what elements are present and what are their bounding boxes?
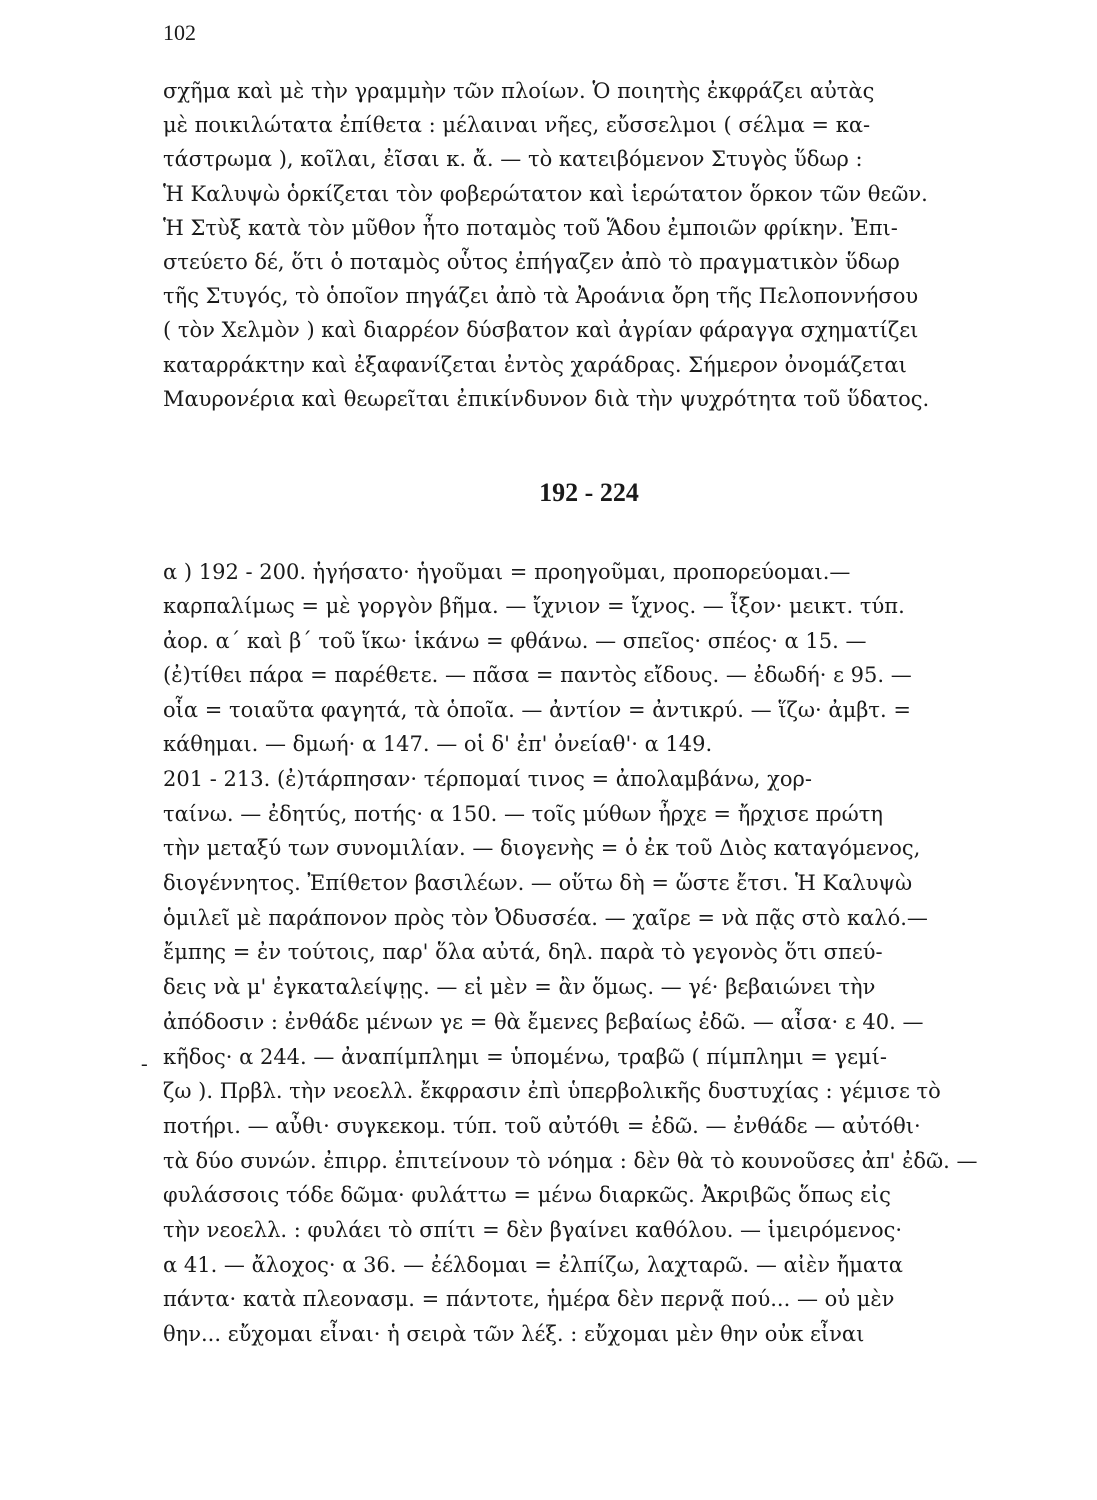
- text-line: τὴν μεταξύ των συνομιλίαν. — διογενὴς = ὁ ἐκ τοῦ Διὸς καταγόμενος,: [163, 836, 921, 861]
- text-line: ζω ). Πρβλ. τὴν νεοελλ. ἔκφρασιν ἐπὶ ὑπερβολικῆς δυστυχίας : γέμισε τὸ: [163, 1079, 941, 1104]
- text-line: κῆδος· α 244. — ἀναπίμπλημι = ὑπομένω, τραβῶ ( πίμπλημι = γεμί-: [163, 1044, 887, 1069]
- text-line: (ἐ)τίθει πάρα = παρέθετε. — πᾶσα = παντὸς εἴδους. — ἐδωδή· ε 95. —: [163, 663, 912, 688]
- text-line: 201 - 213. (ἐ)τάρπησαν· τέρπομαί τινος = ἀπολαμβάνω, χορ-: [163, 767, 812, 791]
- commentary-block-192-200: [163, 555, 1015, 761]
- margin-mark: -: [141, 1053, 148, 1075]
- text-line: ἀορ. α΄ καὶ β΄ τοῦ ἵκω· ἱκάνω = φθάνω. — σπεῖος· σπέος· α 15. —: [163, 628, 867, 653]
- text-line: ταίνω. — ἐδητύς, ποτής· α 150. — τοῖς μύθων ἦρχε = ἤρχισε πρώτη: [163, 801, 883, 826]
- text-line: κάθημαι. — δμωή· α 147. — οἱ δ' ἐπ' ὀνείαθ'· α 149.: [163, 731, 713, 756]
- text-line: Ἡ Στὺξ κατὰ τὸν μῦθον ἦτο ποταμὸς τοῦ Ἅδου ἐμποιῶν φρίκην. Ἐπι-: [163, 215, 898, 240]
- text-line: ἀπόδοσιν : ἐνθάδε μένων γε = θὰ ἔμενες βεβαίως ἐδῶ. — αἶσα· ε 40. —: [163, 1009, 924, 1034]
- text-line: πάντα· κατὰ πλεονασμ. = πάντοτε, ἡμέρα δὲν περνᾷ πού... — οὐ μὲν: [163, 1287, 895, 1312]
- section-heading: 192 - 224: [539, 478, 639, 507]
- text-line: ποτήρι. — αὖθι· συγκεκομ. τύπ. τοῦ αὐτόθι = ἐδῶ. — ἐνθάδε — αὐτόθι·: [163, 1113, 921, 1138]
- text-line: τὴν νεοελλ. : φυλάει τὸ σπίτι = δὲν βγαίνει καθόλου. — ἱμειρόμενος·: [163, 1217, 903, 1242]
- commentary-block-intro: [163, 74, 1015, 416]
- commentary-block-201-213: [163, 762, 1015, 1352]
- text-line: θην... εὔχομαι εἶναι· ἡ σειρὰ τῶν λέξ. : εὔχομαι μὲν θην οὐκ εἶναι: [163, 1322, 865, 1346]
- text-line: τάστρωμα ), κοῖλαι, ἐῖσαι κ. ἄ. — τὸ κατειβόμενον Στυγὸς ὕδωρ :: [163, 147, 863, 172]
- text-line: α ) 192 - 200. ἡγήσατο· ἡγοῦμαι = προηγοῦμαι, προπορεύομαι.—: [163, 560, 851, 584]
- text-line: διογέννητος. Ἐπίθετον βασιλέων. — οὕτω δὴ = ὥστε ἔτσι. Ἡ Καλυψὼ: [163, 871, 913, 896]
- text-line: ὁμιλεῖ μὲ παράπονον πρὸς τὸν Ὀδυσσέα. — χαῖρε = νὰ πᾷς στὸ καλό.—: [163, 905, 928, 930]
- text-line: φυλάσσοις τόδε δῶμα· φυλάττω = μένω διαρκῶς. Ἀκριβῶς ὅπως εἰς: [163, 1183, 891, 1208]
- text-line: τὰ δύο συνών. ἐπιρρ. ἐπιτείνουν τὸ νόημα : δὲν θὰ τὸ κουνοῦσες ἀπ' ἐδῶ. —: [163, 1148, 978, 1173]
- text-line: ἔμπης = ἐν τούτοις, παρ' ὅλα αὐτά, δηλ. παρὰ τὸ γεγονὸς ὅτι σπεύ-: [163, 940, 883, 965]
- text-line: στεύετο δέ, ὅτι ὁ ποταμὸς οὗτος ἐπήγαζεν ἀπὸ τὸ πραγματικὸν ὕδωρ: [163, 249, 900, 274]
- text-line: α 41. — ἄλοχος· α 36. — ἐέλδομαι = ἐλπίζω, λαχταρῶ. — αἰὲν ἤματα: [163, 1252, 903, 1277]
- text-line: ( τὸν Χελμὸν ) καὶ διαρρέον δύσβατον καὶ ἀγρίαν φάραγγα σχηματίζει: [163, 318, 919, 343]
- text-line: μὲ ποικιλώτατα ἐπίθετα : μέλαιναι νῆες, εὔσσελμοι ( σέλμα = κα-: [163, 113, 871, 138]
- page-number: 102: [163, 20, 196, 45]
- text-line: οἷα = τοιαῦτα φαγητά, τὰ ὁποῖα. — ἀντίον = ἀντικρύ. — ἵζω· ἀμβτ. =: [163, 697, 911, 722]
- text-line: Ἡ Καλυψὼ ὁρκίζεται τὸν φοβερώτατον καὶ ἱερώτατον ὅρκον τῶν θεῶν.: [163, 181, 928, 206]
- text-line: τῆς Στυγός, τὸ ὁποῖον πηγάζει ἀπὸ τὰ Ἀροάνια ὄρη τῆς Πελοποννήσου: [163, 284, 919, 309]
- text-line: δεις νὰ μ' ἐγκαταλείψῃς. — εἰ μὲν = ἂν ὅμως. — γέ· βεβαιώνει τὴν: [163, 975, 876, 1000]
- text-line: Μαυρονέρια καὶ θεωρεῖται ἐπικίνδυνον διὰ τὴν ψυχρότητα τοῦ ὕδατος.: [163, 386, 930, 411]
- text-line: καταρράκτην καὶ ἐξαφανίζεται ἐντὸς χαράδρας. Σήμερον ὀνομάζεται: [163, 352, 907, 377]
- text-line: σχῆμα καὶ μὲ τὴν γραμμὴν τῶν πλοίων. Ὁ ποιητὴς ἐκφράζει αὐτὰς: [163, 79, 875, 103]
- text-line: καρπαλίμως = μὲ γοργὸν βῆμα. — ἴχνιον = ἴχνος. — ἶξον· μεικτ. τύπ.: [163, 594, 905, 619]
